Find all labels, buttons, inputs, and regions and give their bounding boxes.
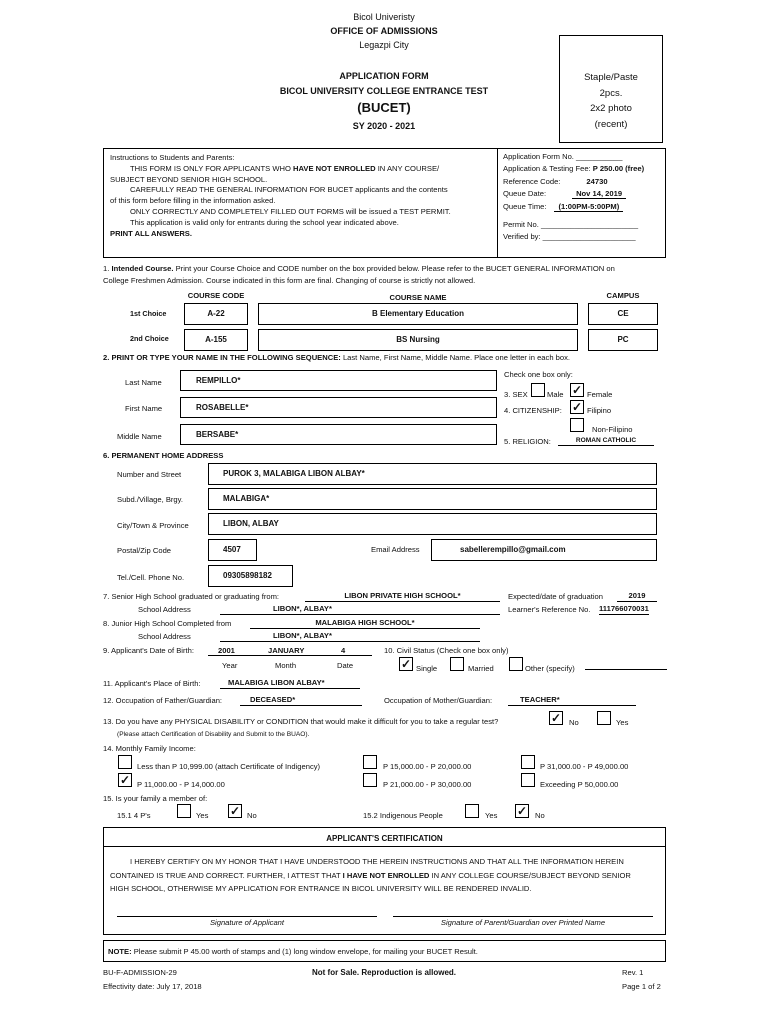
test-title: BICOL UNIVERSITY COLLEGE ENTRANCE TEST — [279, 86, 489, 96]
married-label: Married — [468, 664, 494, 673]
col-course-name: COURSE NAME — [389, 293, 447, 302]
footer-notice: Not for Sale. Reproduction is allowed. — [311, 968, 456, 977]
male-label: Male — [547, 390, 564, 399]
shs-address-field[interactable]: LIBON*, ALBAY* — [220, 604, 500, 615]
disability-yes-checkbox[interactable] — [597, 711, 611, 725]
choice-1-name[interactable]: B Elementary Education — [258, 303, 578, 325]
section-6-label: 6. PERMANENT HOME ADDRESS — [103, 451, 224, 460]
filipino-label: Filipino — [587, 406, 612, 415]
4ps-no-label: No — [247, 811, 257, 820]
zip-field[interactable]: 4507 — [208, 539, 257, 561]
citizenship-label: 4. CITIZENSHIP: — [504, 406, 562, 415]
check-one-label: Check one box only: — [504, 370, 573, 379]
permit-no: Permit No. _______________________ — [503, 220, 639, 230]
queue-date: Nov 14, 2019 — [572, 189, 626, 199]
ip-yes-label: Yes — [485, 811, 498, 820]
choice-2-campus[interactable]: PC — [588, 329, 658, 351]
dob-year[interactable]: 2001 — [218, 646, 235, 655]
female-label: Female — [587, 390, 613, 399]
4ps-yes-label: Yes — [196, 811, 209, 820]
religion-field[interactable]: ROMAN CATHOLIC — [558, 437, 654, 446]
office-info: Application Form No. ___________ Application & Testing Fee: P 250.00 (free) Reference Code: 24730 Queue Date: Nov 14, 2019 Queue Time: (1:00PM-5:00PM) Permit No. _______________________ Verified by: ______________________ — [503, 151, 644, 244]
grad-field[interactable]: 2019 — [617, 591, 657, 602]
photo-line-4: (recent) — [594, 118, 628, 130]
certification-divider — [103, 846, 666, 847]
ip-yes-checkbox[interactable] — [465, 804, 479, 818]
other-checkbox[interactable] — [509, 657, 523, 671]
note-text: NOTE: Please submit P 45.00 worth of stamps and (1) long window envelope, for mailing your BUCET Result. — [108, 947, 478, 956]
dob-date[interactable]: 4 — [341, 646, 346, 655]
religion-label: 5. RELIGION: — [504, 437, 551, 446]
dob-date-caption: Date — [337, 661, 354, 670]
section-1-text: 1. Intended Course. Print your Course Choice and CODE number on the box provided below. Please refer to the BUCET GENERAL INFORMATION on College Freshmen Admission. Course indicated in this form are final. Changing of course is strictly not allowed. — [103, 264, 615, 285]
pob-label: 11. Applicant's Place of Birth: — [103, 679, 201, 688]
subd-label: Subd./Village, Brgy. — [117, 495, 183, 504]
disability-yes-label: Yes — [616, 718, 629, 727]
choice-1-label: 1st Choice — [130, 309, 167, 318]
income-2-label: P 11,000.00 - P 14,000.00 — [137, 780, 225, 789]
single-checkbox[interactable]: ✓ — [400, 657, 412, 671]
disability-note: (Please attach Certification of Disability and Submit to the BUAO). — [117, 731, 310, 738]
income-1-label: Less than P 10,999.00 (attach Certificate of Indigency) — [137, 762, 321, 771]
effectivity-date: Effectivity date: July 17, 2018 — [103, 982, 202, 991]
income-5-checkbox[interactable] — [521, 755, 535, 769]
income-label: 14. Monthly Family Income: — [103, 744, 196, 753]
choice-2-label: 2nd Choice — [130, 334, 169, 343]
sex-label: 3. SEX — [504, 390, 528, 399]
zip-label: Postal/Zip Code — [117, 546, 172, 555]
subd-field[interactable]: MALABIGA* — [208, 488, 657, 510]
photo-line-1: Staple/Paste — [584, 72, 638, 83]
section-2-label: 2. PRINT OR TYPE YOUR NAME IN THE FOLLOWING SEQUENCE: Last Name, First Name, Middle Name. Place one letter in each box. — [103, 353, 571, 362]
office-name: OFFICE OF ADMISSIONS — [330, 26, 438, 36]
female-checkbox[interactable]: ✓ — [571, 383, 583, 397]
single-label: Single — [416, 664, 438, 673]
first-name-field[interactable]: ROSABELLE* — [180, 397, 497, 418]
parent-signature-line[interactable] — [393, 916, 653, 917]
lrn-label: Learner's Reference No. — [508, 605, 591, 614]
married-checkbox[interactable] — [450, 657, 464, 671]
queue-time: (1:00PM-5:00PM) — [554, 202, 623, 212]
mother-occ-field[interactable]: TEACHER* — [508, 695, 636, 706]
4ps-yes-checkbox[interactable] — [177, 804, 191, 818]
income-3-checkbox[interactable] — [363, 755, 377, 769]
choice-1-campus[interactable]: CE — [588, 303, 658, 325]
income-1-checkbox[interactable] — [118, 755, 132, 769]
member-label: 15. Is your family a member of: — [103, 794, 208, 803]
page-number: Page 1 of 2 — [622, 982, 661, 991]
father-occ-field[interactable]: DECEASED* — [240, 695, 362, 706]
school-year: SY 2020 - 2021 — [352, 121, 416, 131]
4ps-label: 15.1 4 P's — [117, 811, 151, 820]
last-name-label: Last Name — [125, 378, 162, 387]
income-6-checkbox[interactable] — [521, 773, 535, 787]
dob-year-caption: Year — [222, 661, 238, 670]
dob-month-caption: Month — [275, 661, 297, 670]
certification-title: APPLICANT'S CERTIFICATION — [326, 834, 443, 843]
instructions-heading: Instructions to Students and Parents: — [110, 153, 235, 162]
col-course-code: COURSE CODE — [187, 291, 245, 300]
reference-code: 24730 — [586, 176, 608, 186]
ip-label: 15.2 Indigenous People — [363, 811, 443, 820]
street-field[interactable]: PUROK 3, MALABIGA LIBON ALBAY* — [208, 463, 657, 485]
grad-label: Expected/date of graduation — [508, 592, 603, 601]
lrn-field[interactable]: 111766070031 — [599, 604, 649, 613]
shs-address-label: School Address — [138, 605, 191, 614]
form-code: BU-F-ADMISSION-29 — [103, 968, 177, 977]
mother-occ-label: Occupation of Mother/Guardian: — [384, 696, 493, 705]
income-6-label: Exceeding P 50,000.00 — [540, 780, 619, 789]
income-2-checkbox[interactable]: ✓ — [119, 773, 131, 787]
test-acronym: (BUCET) — [357, 100, 411, 115]
certification-text: I HEREBY CERTIFY ON MY HONOR THAT I HAVE UNDERSTOOD THE HEREIN INSTRUCTIONS AND THAT ALL THE INFORMATION HEREIN CONTAINED IS TRUE AND CORRECT. FURTHER, I ATTEST THAT I HAVE NOT ENROLLED IN ANY COLLEGE COURSE/SUBJECT BEYOND SENIOR HIGH SCHOOL, OTHERWISE MY APPLICATION FOR ENTRANCE IN BICOL UNIVERSITY WILL BE RENDERED INVALID. — [110, 857, 631, 893]
other-label: Other (specify) — [525, 664, 575, 673]
city-field[interactable]: LIBON, ALBAY — [208, 513, 657, 535]
dob-label: 9. Applicant's Date of Birth: — [103, 646, 194, 655]
shs-field[interactable]: LIBON PRIVATE HIGH SCHOOL* — [305, 591, 500, 602]
jhs-address-label: School Address — [138, 632, 191, 641]
email-field[interactable]: sabellerempillo@gmail.com — [431, 539, 657, 561]
last-name-field[interactable]: REMPILLO* — [180, 370, 497, 391]
income-4-label: P 21,000.00 - P 30,000.00 — [383, 780, 472, 789]
tel-field[interactable]: 09305898182 — [208, 565, 293, 587]
4ps-no-checkbox[interactable]: ✓ — [229, 804, 241, 818]
pob-field[interactable]: MALABIGA LIBON ALBAY* — [220, 678, 360, 689]
father-occ-label: 12. Occupation of Father/Guardian: — [103, 696, 223, 705]
email-label: Email Address — [371, 545, 420, 554]
male-checkbox[interactable] — [531, 383, 545, 397]
income-5-label: P 31,000.00 - P 49,000.00 — [540, 762, 629, 771]
parent-signature-caption: Signature of Parent/Guardian over Printed Name — [440, 918, 606, 927]
office-city: Legazpi City — [359, 40, 409, 50]
instructions-text: Instructions to Students and Parents: THIS FORM IS ONLY FOR APPLICANTS WHO HAVE NOT ENROLLED IN ANY COURSE/ SUBJECT BEYOND SENIOR HIGH SCHOOL. CAREFULLY READ THE GENERAL INFORMATION FOR BUCET applicants and the contents of this form before filling in the information asked. ONLY CORRECTLY AND COMPLETELY FILLED OUT FORMS will be issued a TEST PERMIT. This application is valid only for entrants during the school year indicated above. PRINT ALL ANSWERS. — [110, 153, 451, 238]
shs-label: 7. Senior High School graduated or graduating from: — [103, 592, 280, 601]
ip-no-label: No — [535, 811, 545, 820]
non-filipino-label: Non-Filipino — [592, 425, 633, 434]
choice-1-code[interactable]: A-22 — [184, 303, 248, 325]
col-campus: CAMPUS — [606, 291, 640, 300]
street-label: Number and Street — [117, 470, 182, 479]
photo-line-2: 2pcs. — [599, 87, 623, 99]
choice-2-code[interactable]: A-155 — [184, 329, 248, 351]
university-name: Bicol Univeristy — [353, 12, 415, 22]
form-title: APPLICATION FORM — [339, 71, 429, 81]
fee-value: P 250.00 (free) — [592, 164, 645, 174]
revision: Rev. 1 — [622, 968, 644, 977]
verified-by: Verified by: ______________________ — [503, 232, 636, 242]
middle-name-field[interactable]: BERSABE* — [180, 424, 497, 445]
first-name-label: First Name — [125, 404, 163, 413]
tel-label: Tel./Cell. Phone No. — [117, 573, 185, 582]
jhs-label: 8. Junior High School Completed from — [103, 619, 232, 628]
disability-question: 13. Do you have any PHYSICAL DISABILITY or CONDITION that would make it difficult for you to take a regular test? — [103, 717, 499, 726]
income-3-label: P 15,000.00 - P 20,000.00 — [383, 762, 472, 771]
instructions-divider — [497, 148, 498, 258]
app-form-no: Application Form No. ___________ — [503, 152, 623, 161]
applicant-signature-line[interactable] — [117, 916, 377, 917]
choice-2-name[interactable]: BS Nursing — [258, 329, 578, 351]
photo-box — [559, 35, 663, 143]
other-specify-line[interactable] — [585, 669, 667, 670]
civil-status-label: 10. Civil Status (Check one box only) — [384, 646, 509, 655]
disability-no-label: No — [569, 718, 579, 727]
jhs-address-field[interactable]: LIBON*, ALBAY* — [220, 631, 480, 642]
applicant-signature-caption: Signature of Applicant — [209, 918, 285, 927]
income-4-checkbox[interactable] — [363, 773, 377, 787]
jhs-field[interactable]: MALABIGA HIGH SCHOOL* — [250, 618, 480, 629]
disability-no-checkbox[interactable]: ✓ — [550, 711, 562, 725]
dob-month[interactable]: JANUARY — [268, 646, 305, 655]
ip-no-checkbox[interactable]: ✓ — [516, 804, 528, 818]
non-filipino-checkbox[interactable] — [570, 418, 584, 432]
filipino-checkbox[interactable]: ✓ — [571, 400, 583, 414]
photo-line-3: 2x2 photo — [590, 103, 632, 114]
city-label: City/Town & Province — [117, 521, 189, 530]
middle-name-label: Middle Name — [117, 432, 162, 441]
